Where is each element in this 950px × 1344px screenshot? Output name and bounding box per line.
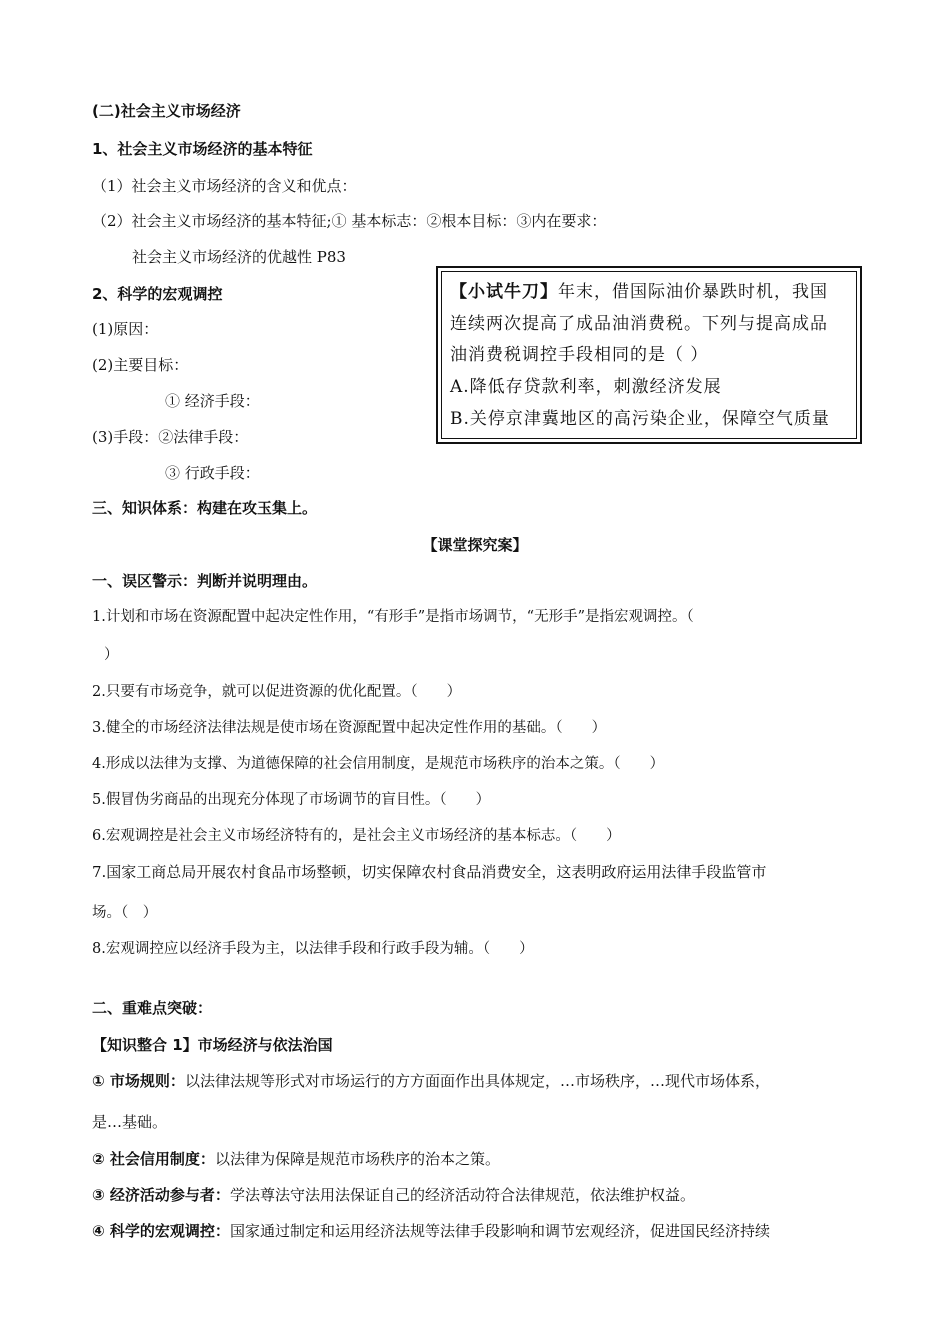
point-1-text: 以法律法规等形式对市场运行的方方面面作出具体规定，…市场秩序，…现代市场体系， [184,1072,770,1090]
practice-box-line-2: 连续两次提高了成品油消费税。下列与提高成品 [450,314,828,334]
question-1: 1.计划和市场在资源配置中起决定性作用，“有形手”是指市场调节，“无形手”是指宏观调控。（ [92,609,694,625]
heading-market-economy-features: 1、社会主义市场经济的基本特征 [92,140,313,158]
point-1-label: ① 市场规则： [92,1072,185,1090]
practice-box-header: 【小试牛刀】 [450,282,558,302]
point-credit-system [92,1149,500,1169]
section-title: (二)社会主义市场经济 [92,102,241,120]
point-market-rules [92,1071,770,1091]
heading-misconception: 一、误区警示：判断并说明理由。 [92,572,318,590]
point-3-label: ③ 经济活动参与者： [92,1186,230,1204]
question-8: 8.宏观调控应以经济手段为主，以法律手段和行政手段为辅。（ ） [92,941,534,957]
practice-box-option-a: A.降低存贷款利率，刺激经济发展 [450,377,722,397]
question-2: 2.只要有市场竞争，就可以促进资源的优化配置。（ ） [92,684,462,700]
item-basic-features: （2）社会主义市场经济的基本特征;① 基本标志：②根本目标：③内在要求： [92,212,607,230]
heading-knowledge-system: 三、知识体系：构建在攻玉集上。 [92,499,318,517]
item-legal-means: (3)手段：②法律手段： [92,428,249,446]
question-7-cont: 场。（ ） [92,905,158,921]
point-2-text: 以法律为保障是规范市场秩序的治本之策。 [214,1150,500,1168]
question-1-cont: ） [104,647,119,663]
item-goal: (2)主要目标： [92,356,189,374]
point-participants [92,1185,695,1205]
heading-key-difficulties: 二、重难点突破： [92,999,213,1017]
heading-macro-control: 2、科学的宏观调控 [92,285,223,303]
practice-box [436,266,862,444]
note-superiority: 社会主义市场经济的优越性 P83 [132,248,346,266]
item-reason: (1)原因： [92,320,159,338]
question-5: 5.假冒伪劣商品的出现充分体现了市场调节的盲目性。（ ） [92,792,491,808]
point-3-text: 学法尊法守法用法保证自己的经济活动符合法律规范，依法维护权益。 [229,1186,695,1204]
question-4: 4.形成以法律为支撑、为道德保障的社会信用制度，是规范市场秩序的治本之策。（ ） [92,756,665,772]
question-6: 6.宏观调控是社会主义市场经济特有的，是社会主义市场经济的基本标志。（ ） [92,828,621,844]
item-admin-means: ③ 行政手段： [165,464,260,482]
point-macro-control [92,1221,770,1241]
point-4-label: ④ 科学的宏观调控： [92,1222,230,1240]
heading-knowledge-integration: 【知识整合 1】市场经济与依法治国 [92,1036,333,1054]
heading-class-inquiry: 【课堂探究案】 [422,536,528,554]
item-meaning: （1）社会主义市场经济的含义和优点： [92,177,357,195]
practice-box-line-1 [450,280,828,304]
point-market-rules-cont: 是…基础。 [92,1113,168,1131]
point-4-text: 国家通过制定和运用经济法规等法律手段影响和调节宏观经济，促进国民经济持续 [229,1222,770,1240]
question-7: 7.国家工商总局开展农村食品市场整顿，切实保障农村食品消费安全，这表明政府运用法律手段监管市 [92,863,767,881]
practice-box-text-1: 年末，借国际油价暴跌时机，我国 [558,282,828,302]
question-3: 3.健全的市场经济法律法规是使市场在资源配置中起决定性作用的基础。（ ） [92,720,607,736]
practice-box-line-3: 油消费税调控手段相同的是（ ） [450,345,709,365]
item-economic-means: ① 经济手段： [165,392,260,410]
point-2-label: ② 社会信用制度： [92,1150,215,1168]
practice-box-option-b: B.关停京津冀地区的高污染企业，保障空气质量 [450,409,830,429]
